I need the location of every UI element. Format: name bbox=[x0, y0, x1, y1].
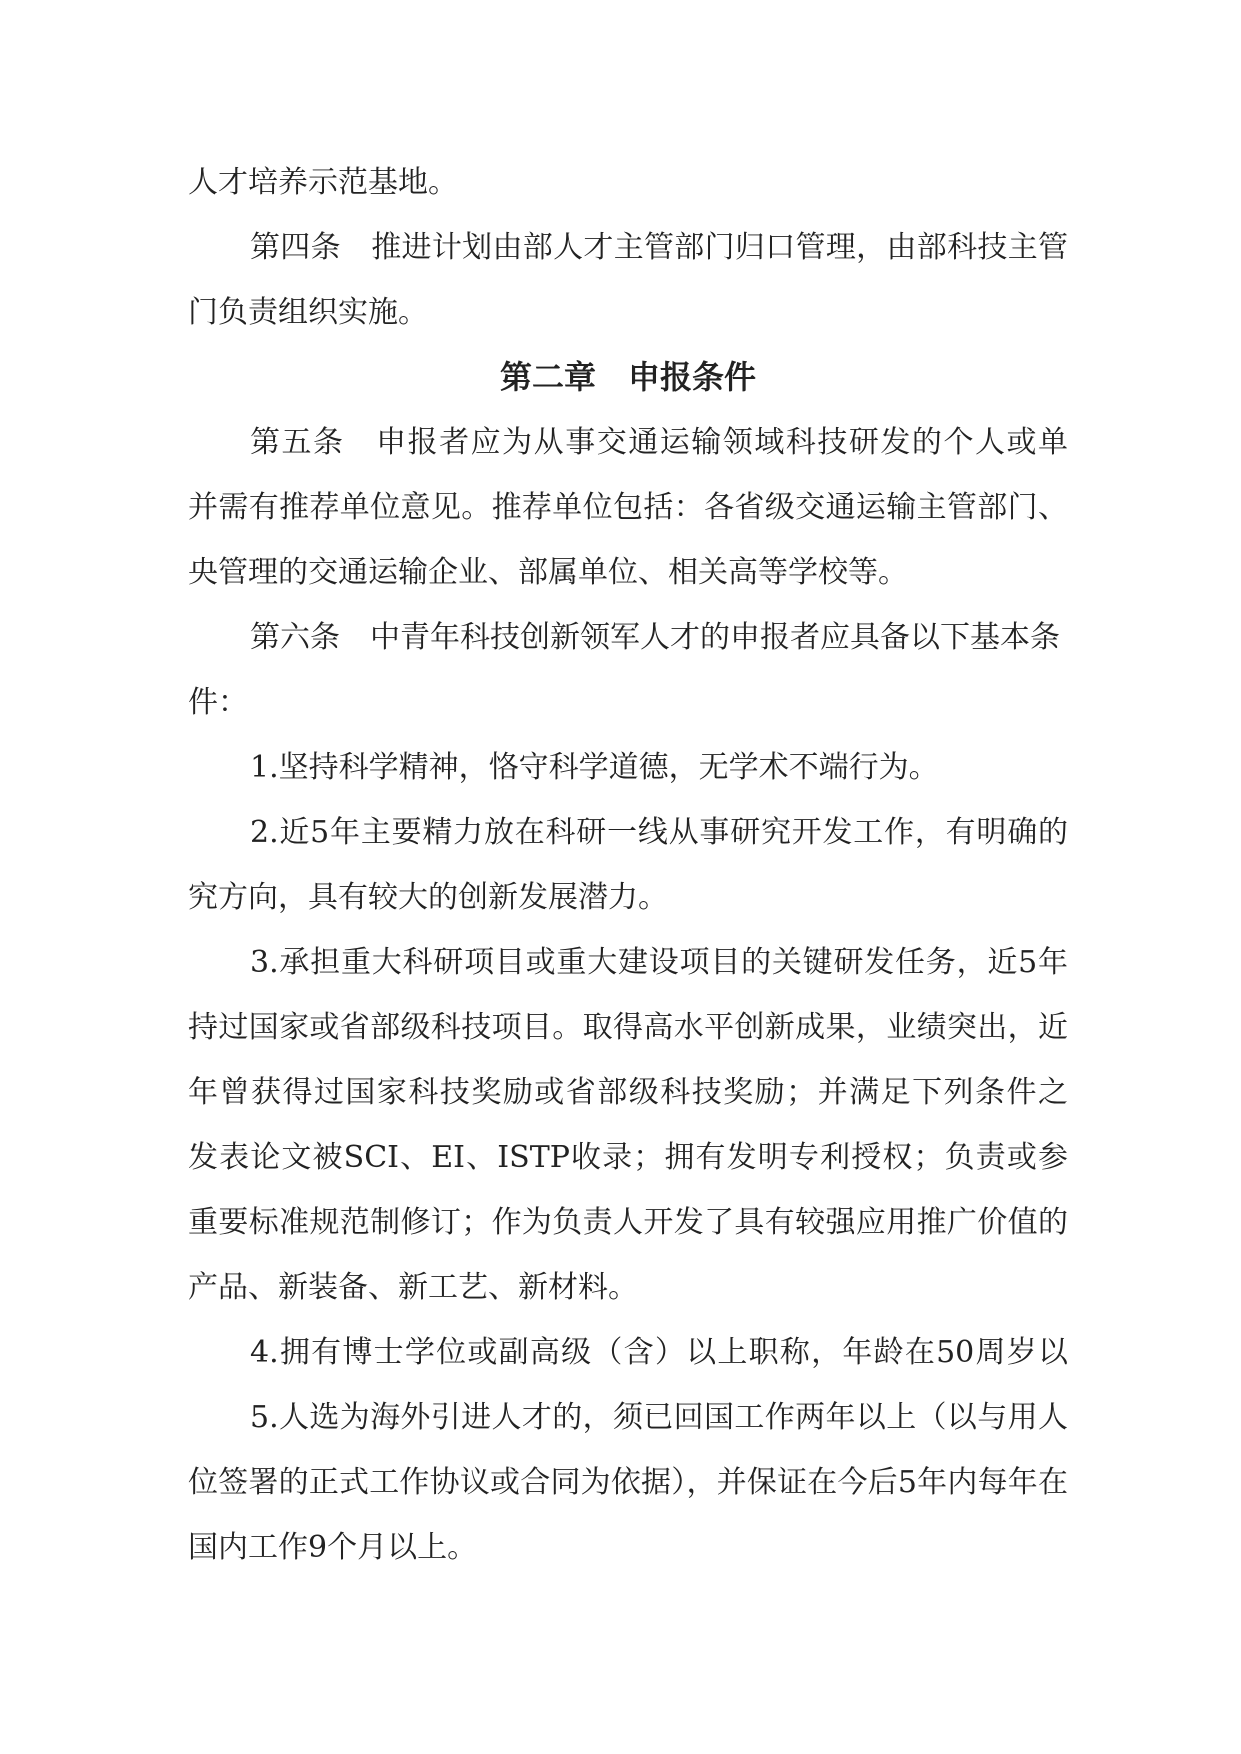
text-line: 并需有推荐单位意见。推荐单位包括：各省级交通运输主管部门、 bbox=[188, 490, 1068, 525]
text-line: 重要标准规范制修订；作为负责人开发了具有较强应用推广价值的 bbox=[188, 1205, 1068, 1240]
text-line: 产品、新装备、新工艺、新材料。 bbox=[188, 1270, 638, 1305]
condition-2: 2.近5年主要精力放在科研一线从事研究开发工作，有明确的 bbox=[250, 815, 1068, 850]
text-line: 人才培养示范基地。 bbox=[188, 165, 458, 200]
text-line: 件： bbox=[188, 685, 248, 720]
condition-4: 4.拥有博士学位或副高级（含）以上职称，年龄在50周岁以 bbox=[250, 1335, 1068, 1370]
condition-3: 3.承担重大科研项目或重大建设项目的关键研发任务，近5年 bbox=[250, 945, 1068, 980]
text-line: 国内工作9个月以上。 bbox=[188, 1530, 478, 1565]
text-line: 门负责组织实施。 bbox=[188, 295, 428, 330]
document-body bbox=[188, 150, 1068, 1580]
text-line: 发表论文被SCI、EI、ISTP收录；拥有发明专利授权；负责或参 bbox=[188, 1140, 1068, 1175]
article-4-line: 第四条 推进计划由部人才主管部门归口管理，由部科技主管 bbox=[250, 230, 1068, 265]
article-5-line: 第五条 申报者应为从事交通运输领域科技研发的个人或单 bbox=[250, 425, 1068, 460]
chapter-title: 第二章 申报条件 bbox=[499, 358, 756, 396]
text-line: 究方向，具有较大的创新发展潜力。 bbox=[188, 880, 668, 915]
text-line: 年曾获得过国家科技奖励或省部级科技奖励；并满足下列条件之 bbox=[188, 1075, 1068, 1110]
condition-5: 5.人选为海外引进人才的，须已回国工作两年以上（以与用人 bbox=[250, 1400, 1068, 1435]
text-line: 央管理的交通运输企业、部属单位、相关高等学校等。 bbox=[188, 555, 908, 590]
article-6-line: 第六条 中青年科技创新领军人才的申报者应具备以下基本条 bbox=[250, 620, 1060, 655]
text-line: 持过国家或省部级科技项目。取得高水平创新成果，业绩突出，近 bbox=[188, 1010, 1068, 1045]
text-line: 位签署的正式工作协议或合同为依据），并保证在今后5年内每年在 bbox=[188, 1465, 1068, 1500]
condition-1: 1.坚持科学精神，恪守科学道德，无学术不端行为。 bbox=[250, 750, 939, 785]
